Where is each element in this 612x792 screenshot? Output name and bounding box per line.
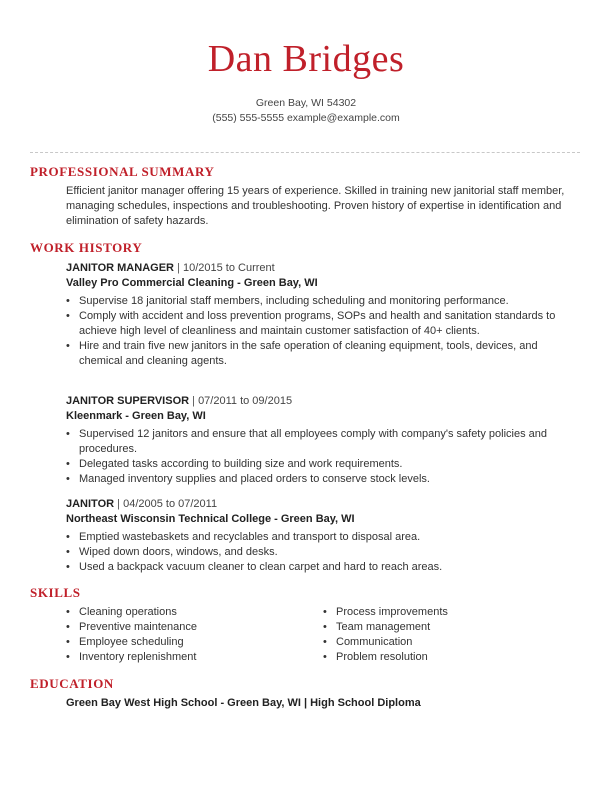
contact-address: Green Bay, WI 54302 [255, 97, 357, 109]
skill-item: • Process improvements [323, 605, 553, 620]
job-dates: 07/2011 to 09/2015 [198, 395, 293, 407]
job-duty: • Wiped down doors, windows, and desks. [66, 545, 566, 560]
job-entry [66, 394, 566, 487]
header-divider [30, 152, 580, 153]
job-duties [66, 530, 566, 575]
education-heading: EDUCATION [30, 676, 114, 691]
skill-item: • Communication [323, 635, 553, 650]
skill-item: • Problem resolution [323, 650, 553, 665]
skill-item: • Preventive maintenance [66, 620, 296, 635]
skill-item: • Inventory replenishment [66, 650, 296, 665]
education-entry [66, 696, 566, 711]
job-duty: • Supervised 12 janitors and ensure that all employees comply with company's safety policies and procedures. [66, 427, 566, 457]
job-title-line [66, 497, 566, 512]
job-separator: | [177, 262, 180, 274]
skill-item: • Employee scheduling [66, 635, 296, 650]
summary-heading: PROFESSIONAL SUMMARY [30, 164, 215, 179]
job-title: JANITOR MANAGER [66, 262, 174, 274]
skills-column-left [66, 605, 296, 665]
job-entry [66, 261, 566, 369]
job-entry [66, 497, 566, 575]
candidate-name: Dan Bridges [207, 38, 405, 80]
work-history-heading: WORK HISTORY [30, 240, 143, 255]
contact-phone-email: (555) 555-5555 example@example.com [212, 112, 400, 124]
job-dates: 10/2015 to Current [182, 262, 275, 274]
job-duty: • Managed inventory supplies and placed orders to conserve stock levels. [66, 472, 566, 487]
job-duties [66, 294, 566, 369]
job-separator: | [192, 395, 195, 407]
job-title-line [66, 261, 566, 276]
job-dates: 04/2005 to 07/2011 [123, 498, 218, 510]
job-duty: • Used a backpack vacuum cleaner to clean carpet and hard to reach areas. [66, 560, 566, 575]
education-line: Green Bay West High School - Green Bay, WI | High School Diploma [66, 697, 421, 709]
skills-heading: SKILLS [30, 585, 81, 600]
skills-column-right [323, 605, 553, 665]
skill-item: • Team management [323, 620, 553, 635]
job-duty: • Emptied wastebaskets and recyclables and transport to disposal area. [66, 530, 566, 545]
job-duties [66, 427, 566, 487]
job-duty: • Hire and train five new janitors in the safe operation of cleaning equipment, tools, devices, and chemical and cleaning agents. [66, 339, 566, 369]
job-duty: • Delegated tasks according to building size and work requirements. [66, 457, 566, 472]
job-company: Valley Pro Commercial Cleaning - Green Bay, WI [66, 277, 318, 289]
job-separator: | [117, 498, 121, 510]
job-company: Kleenmark - Green Bay, WI [66, 410, 206, 422]
job-title: JANITOR [66, 498, 115, 510]
summary-text: Efficient janitor manager offering 15 years of experience. Skilled in training new janitorial staff member, managing schedules, inspections and troubleshooting. Proven history of expertise in identification and elimination of safety hazards. [66, 185, 565, 227]
skill-item: • Cleaning operations [66, 605, 296, 620]
job-duty: • Comply with accident and loss prevention programs, SOPs and health and sanitation standards to achieve high level of cleanliness and maintain customer satisfaction of 40+ clients. [66, 309, 566, 339]
job-duty: • Supervise 18 janitorial staff members, including scheduling and monitoring performance. [66, 294, 566, 309]
job-title-line [66, 394, 566, 409]
job-company: Northeast Wisconsin Technical College - Green Bay, WI [66, 513, 355, 525]
job-title: JANITOR SUPERVISOR [66, 395, 190, 407]
